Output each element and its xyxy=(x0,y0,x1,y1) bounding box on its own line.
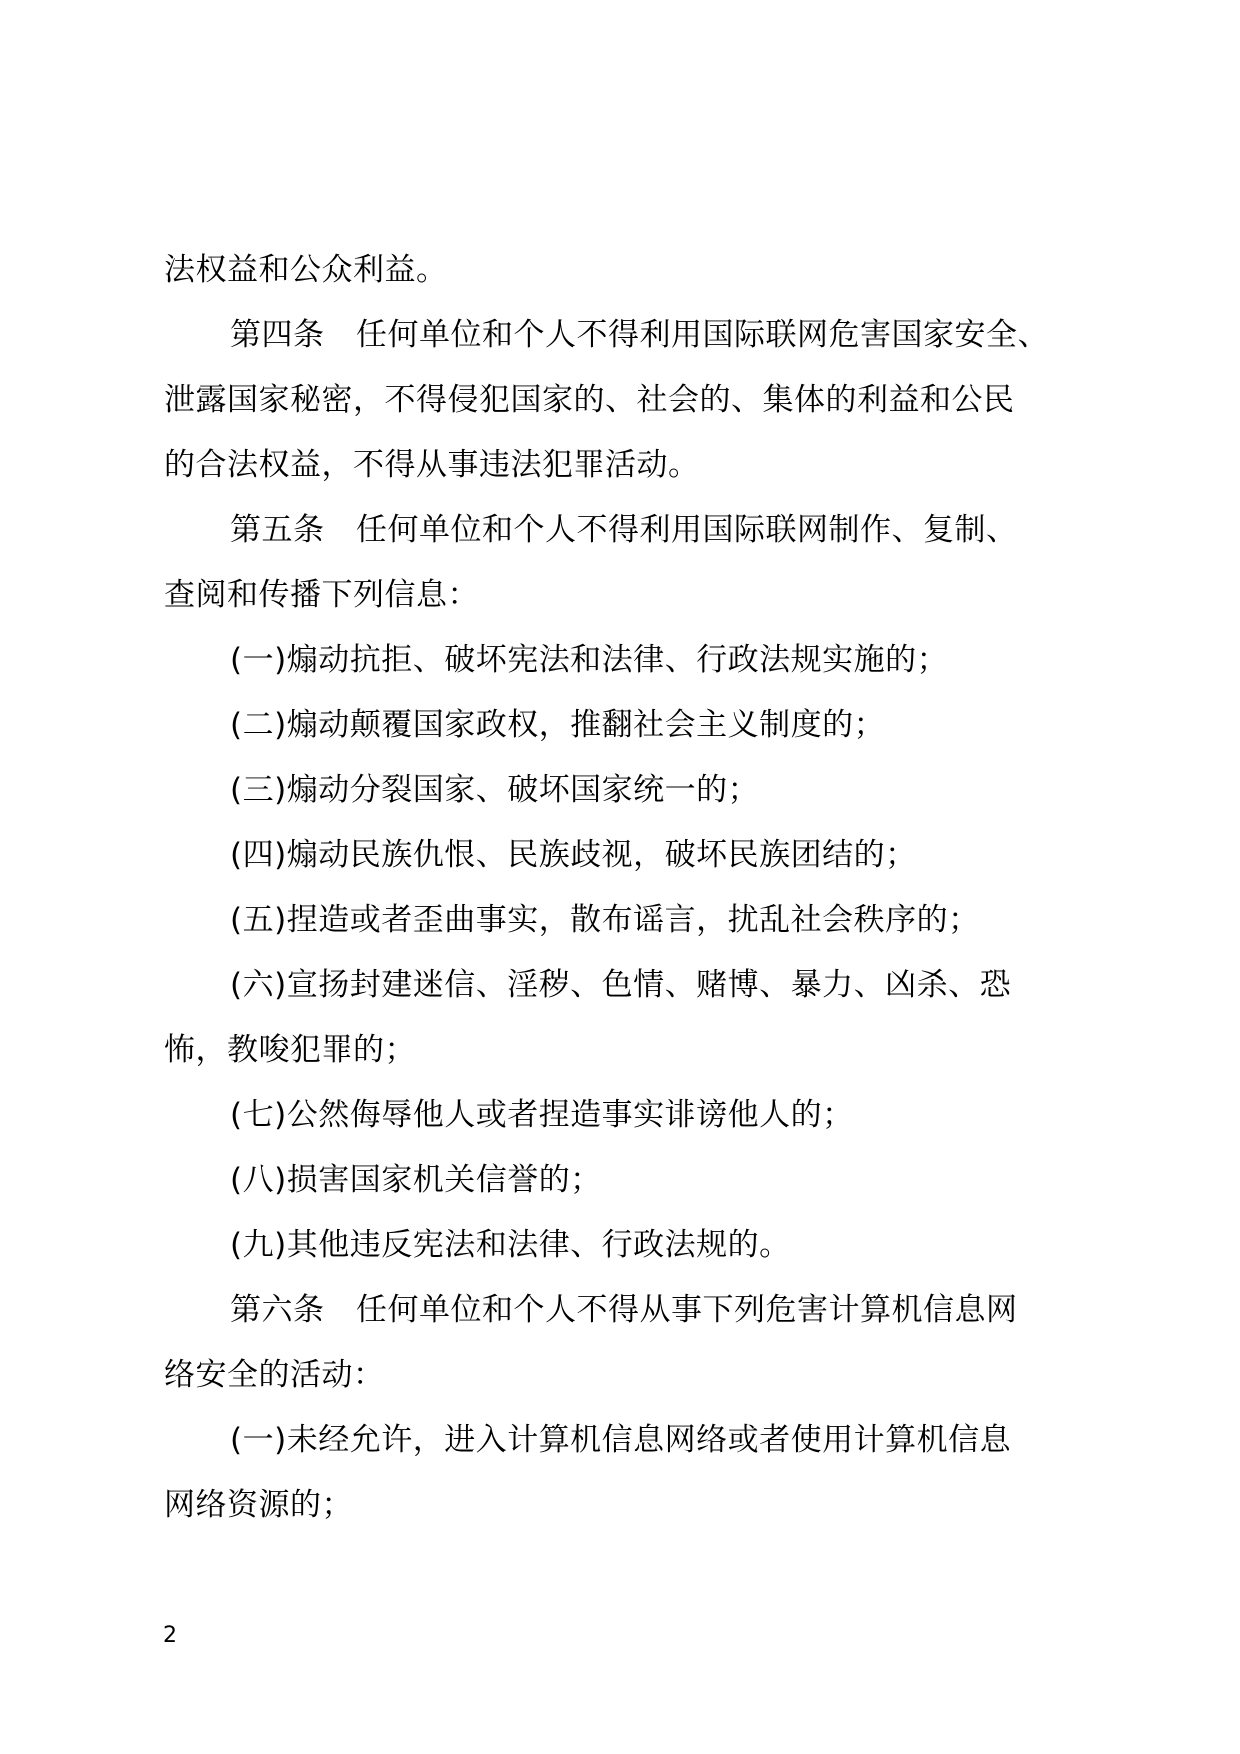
text-line: 法权益和公众利益。 xyxy=(164,252,448,288)
document-body xyxy=(164,238,1104,1538)
list-item-4: (四)煽动民族仇恨、民族歧视，破坏民族团结的； xyxy=(230,837,917,873)
list-item-1: (一)未经允许，进入计算机信息网络或者使用计算机信息 xyxy=(230,1422,1012,1458)
list-item-1: (一)煽动抗拒、破坏宪法和法律、行政法规实施的； xyxy=(230,642,949,678)
text-line: 查阅和传播下列信息： xyxy=(164,577,479,613)
text-line: 怖，教唆犯罪的； xyxy=(164,1032,416,1068)
list-item-9: (九)其他违反宪法和法律、行政法规的。 xyxy=(230,1227,791,1263)
text-line: 网络资源的； xyxy=(164,1487,353,1523)
article-6-heading-line: 第六条 任何单位和个人不得从事下列危害计算机信息网 xyxy=(230,1292,1018,1328)
list-item-3: (三)煽动分裂国家、破坏国家统一的； xyxy=(230,772,760,808)
page-number: 2 xyxy=(163,1623,177,1648)
list-item-2: (二)煽动颠覆国家政权，推翻社会主义制度的； xyxy=(230,707,886,743)
list-item-8: (八)损害国家机关信誉的； xyxy=(230,1162,602,1198)
list-item-6: (六)宣扬封建迷信、淫秽、色情、赌博、暴力、凶杀、恐 xyxy=(230,967,1012,1003)
list-item-5: (五)捏造或者歪曲事实，散布谣言，扰乱社会秩序的； xyxy=(230,902,980,938)
article-5-heading-line: 第五条 任何单位和个人不得利用国际联网制作、复制、 xyxy=(230,512,1018,548)
list-item-7: (七)公然侮辱他人或者捏造事实诽谤他人的； xyxy=(230,1097,854,1133)
text-line: 的合法权益，不得从事违法犯罪活动。 xyxy=(164,447,700,483)
article-4-heading-line: 第四条 任何单位和个人不得利用国际联网危害国家安全、 xyxy=(230,317,1049,353)
text-line: 络安全的活动： xyxy=(164,1357,385,1393)
text-line: 泄露国家秘密，不得侵犯国家的、社会的、集体的利益和公民 xyxy=(164,382,1015,418)
